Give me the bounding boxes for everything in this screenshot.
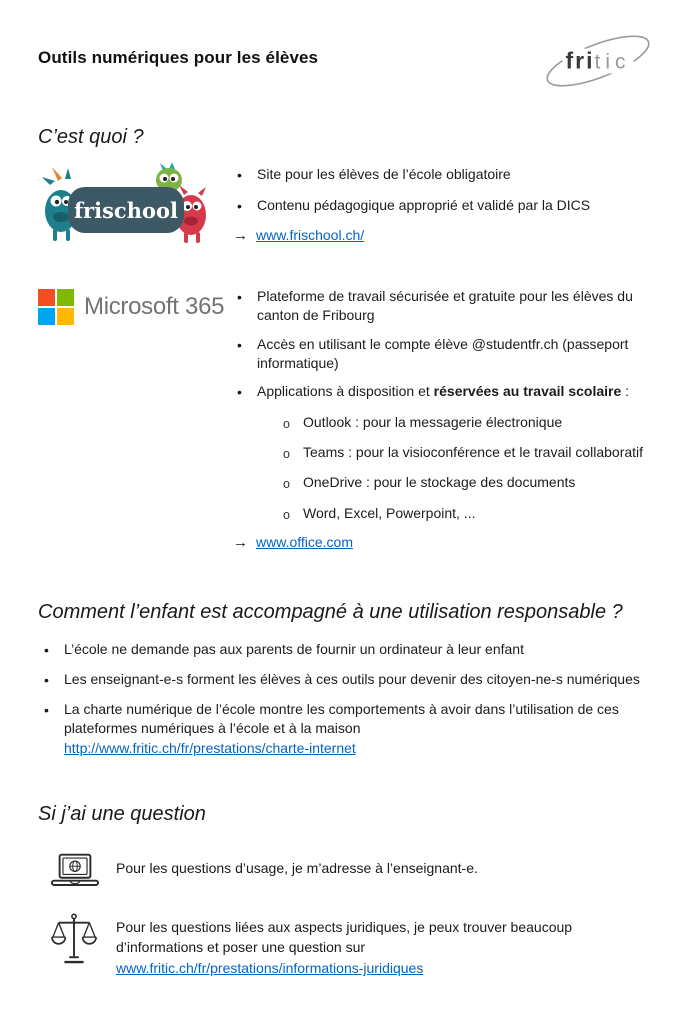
section-heading-responsible: Comment l’enfant est accompagné à une utilisation responsable ? [38, 600, 623, 623]
list-item [279, 443, 657, 465]
frischool-link[interactable]: www.frischool.ch/ [256, 227, 365, 244]
list-item [38, 670, 657, 692]
charte-internet-link[interactable]: http://www.fritic.ch/fr/prestations/charte-internet [64, 740, 356, 757]
frischool-logo-label: frischool [74, 198, 178, 223]
header [38, 28, 657, 94]
arrow-icon: → [233, 533, 248, 551]
bullet-icon [233, 335, 257, 374]
fritic-logo-text [563, 49, 634, 74]
frischool-row [38, 163, 657, 251]
list-item-text: Site pour les élèves de l’école obligatoire [257, 166, 511, 182]
microsoft-logo-col [38, 285, 233, 325]
fritic-logo [539, 28, 657, 94]
frischool-logo-col [38, 163, 233, 251]
informations-juridiques-link[interactable]: www.fritic.ch/fr/prestations/informations-juridiques [116, 960, 424, 977]
bullet-icon [38, 640, 64, 662]
frischool-content [233, 163, 657, 244]
apps-text-suffix: : [621, 383, 630, 400]
list-item [279, 504, 657, 526]
laptop-icon-col [38, 852, 116, 897]
bullet-icon [233, 165, 257, 187]
apps-text-bold: réservées au travail scolaire [433, 383, 622, 400]
frischool-logo-image [38, 163, 218, 251]
section-heading-what: C’est quoi ? [38, 126, 144, 148]
scales-icon-col [38, 911, 116, 972]
list-item [233, 382, 657, 404]
list-item [233, 165, 657, 187]
microsoft-squares-icon [38, 289, 74, 325]
list-item [233, 196, 657, 218]
circle-bullet-icon [279, 413, 303, 435]
usage-text: Pour les questions d’usage, je m’adresse à l’enseignant-e. [116, 859, 478, 876]
bullet-icon [233, 196, 257, 218]
section-heading-question: Si j’ai une question [38, 802, 206, 825]
bullet-icon [233, 382, 257, 404]
charte-text: La charte numérique de l’école montre les comportements à avoir dans l’utilisation de ces plateformes numériques à l’école et à la maison [64, 700, 619, 737]
justice-scales-icon [50, 911, 98, 967]
legal-text-block [116, 911, 656, 979]
bullet-icon [233, 287, 257, 326]
legal-text: Pour les questions liées aux aspects juridiques, je peux trouver beaucoup d’informations et poser une question sur [116, 918, 573, 956]
microsoft-content [233, 285, 657, 551]
question-legal-item [38, 911, 657, 979]
list-item-text: Contenu pédagogique approprié et validé par la DICS [257, 197, 591, 214]
list-item-text: Les enseignant-e-s forment les élèves à ces outils pour devenir des citoyen-ne-s numériques [64, 670, 640, 687]
list-item-text: Plateforme de travail sécurisée et gratuite pour les élèves du canton de Fribourg [257, 288, 633, 324]
arrow-icon: → [233, 227, 248, 245]
circle-bullet-icon [279, 473, 303, 495]
circle-bullet-icon [279, 443, 303, 465]
question-usage-item [38, 852, 657, 897]
list-item-text: L’école ne demande pas aux parents de fournir un ordinateur à leur enfant [64, 640, 524, 657]
bullet-icon [38, 700, 64, 759]
page-title: Outils numériques pour les élèves [38, 48, 319, 67]
frischool-logo [38, 163, 218, 251]
apps-text-prefix: Applications à disposition et [257, 383, 434, 400]
circle-bullet-icon [279, 504, 303, 526]
office-link[interactable]: www.office.com [256, 533, 353, 550]
list-item-text [257, 382, 629, 404]
microsoft-365-logo [38, 289, 233, 325]
list-item-text [64, 700, 657, 759]
list-item [233, 335, 657, 374]
list-item-text: Outlook : pour la messagerie électronique [303, 414, 563, 431]
fritic-logo-light-part: tic [594, 50, 631, 74]
list-item [279, 473, 657, 495]
responsible-list [38, 640, 657, 759]
list-item [233, 287, 657, 326]
microsoft-apps-sublist [279, 413, 657, 525]
laptop-globe-icon [50, 852, 100, 892]
list-item-text: Teams : pour la visioconférence et le travail collaboratif [303, 444, 644, 461]
frischool-link-row [233, 227, 657, 244]
fritic-logo-bold-part: fri [565, 47, 595, 74]
microsoft-365-label: Microsoft 365 [84, 293, 225, 320]
list-item-text: Accès en utilisant le compte élève @studentfr.ch (passeport informatique) [257, 335, 629, 371]
bullet-icon [38, 670, 64, 692]
list-item [279, 413, 657, 435]
list-item [38, 640, 657, 662]
list-item-text: OneDrive : pour le stockage des documents [303, 474, 576, 491]
office-link-row [233, 534, 657, 551]
microsoft-row [38, 285, 657, 551]
list-item-text: Word, Excel, Powerpoint, ... [303, 504, 476, 521]
list-item [38, 700, 657, 759]
